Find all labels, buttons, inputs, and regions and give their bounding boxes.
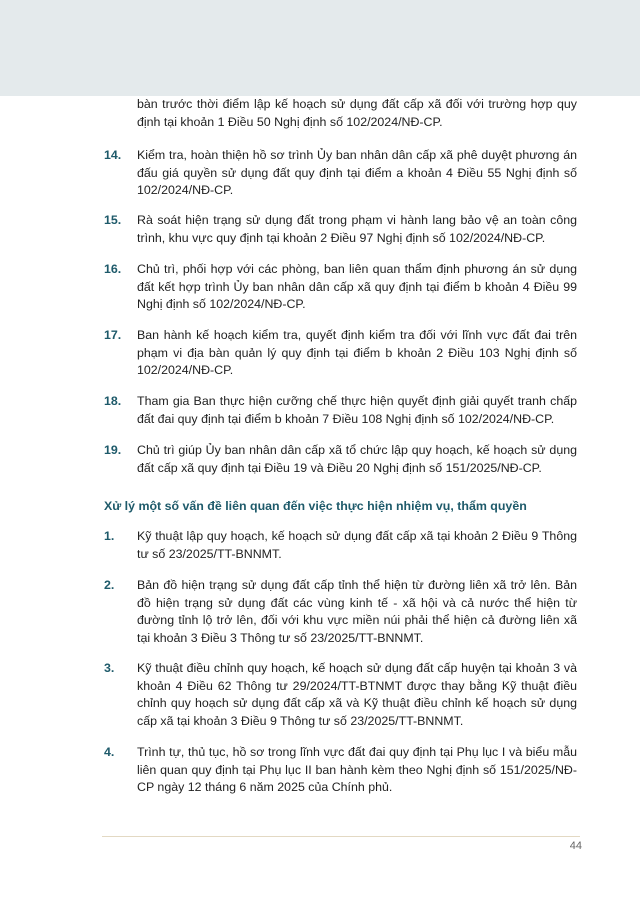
item-text: Kiểm tra, hoàn thiện hồ sơ trình Ủy ban nhân dân cấp xã phê duyệt phương án đấu giá quyền sử dụng đất quy định tại điểm a khoản 4 Điều 55 Nghị định số 102/2024/NĐ-CP. [137,148,577,197]
item-number: 4. [104,745,115,759]
section-heading: Xử lý một số vấn đề liên quan đến việc thực hiện nhiệm vụ, thẩm quyền [104,499,527,513]
item-number: 1. [104,529,115,543]
item-text: Kỹ thuật lập quy hoạch, kế hoạch sử dụng đất cấp xã tại khoản 2 Điều 9 Thông tư số 23/2025/TT-BNNMT. [137,529,577,561]
item-text: Chủ trì, phối hợp với các phòng, ban liên quan thẩm định phương án sử dụng đất kết hợp trình Ủy ban nhân dân cấp xã quy định tại điểm b khoản 4 Điều 99 Nghị định số 102/2024/NĐ-CP. [137,262,577,311]
item-number: 18. [104,394,122,408]
item-text: Tham gia Ban thực hiện cưỡng chế thực hiện quyết định giải quyết tranh chấp đất đai quy định tại điểm b khoản 7 Điều 108 Nghị định số 102/2024/NĐ-CP. [137,394,577,426]
footer-divider [102,836,580,837]
item-text: Bản đồ hiện trạng sử dụng đất cấp tỉnh thể hiện từ đường liên xã trở lên. Bản đồ hiện trạng sử dụng đất các vùng kinh tế - xã hội và cả nước thể hiện từ đường tỉnh lộ trở lên, đối với khu vực miền núi phải thể hiện cả đường liên xã tại khoản 3 Điều 3 Thông tư số 23/2025/TT-BNNMT. [137,578,577,645]
item-text: Rà soát hiện trạng sử dụng đất trong phạm vi hành lang bảo vệ an toàn công trình, khu vực quy định tại khoản 2 Điều 97 Nghị định số 102/2024/NĐ-CP. [137,213,577,245]
item-number: 15. [104,213,122,227]
continuation-paragraph: bàn trước thời điểm lập kế hoạch sử dụng đất cấp xã đối với trường hợp quy định tại khoản 1 Điều 50 Nghị định số 102/2024/NĐ-CP. [137,97,577,129]
item-number: 19. [104,443,122,457]
page-number: 44 [569,840,582,852]
item-text: Chủ trì giúp Ủy ban nhân dân cấp xã tổ chức lập quy hoạch, kế hoạch sử dụng đất cấp xã quy định tại Điều 19 và Điều 20 Nghị định số 151/2025/NĐ-CP. [137,443,577,475]
item-number: 3. [104,661,115,675]
page-header-band [0,0,640,96]
item-text: Trình tự, thủ tục, hồ sơ trong lĩnh vực đất đai quy định tại Phụ lục I và biểu mẫu liên quan quy định tại Phụ lục II ban hành kèm theo Nghị định số 151/2025/NĐ-CP ngày 12 tháng 6 năm 2025 của Chính phủ. [137,745,577,794]
item-number: 2. [104,578,115,592]
item-number: 16. [104,262,122,276]
item-number: 17. [104,328,122,342]
item-text: Kỹ thuật điều chỉnh quy hoạch, kế hoạch sử dụng đất cấp huyện tại khoản 3 và khoản 4 Điều 62 Thông tư 29/2024/TT-BTNMT được thay bằng Kỹ thuật điều chỉnh quy hoạch sử dụng đất cấp xã và Kỹ thuật điều chỉnh kế hoạch sử dụng cấp xã tại khoản 3 Điều 9 Thông tư số 23/2025/TT-BNNMT. [137,661,577,728]
item-text: Ban hành kế hoạch kiểm tra, quyết định kiểm tra đối với lĩnh vực đất đai trên phạm vi địa bàn quản lý quy định tại điểm b khoản 2 Điều 103 Nghị định số 102/2024/NĐ-CP. [137,328,577,377]
item-number: 14. [104,148,122,162]
